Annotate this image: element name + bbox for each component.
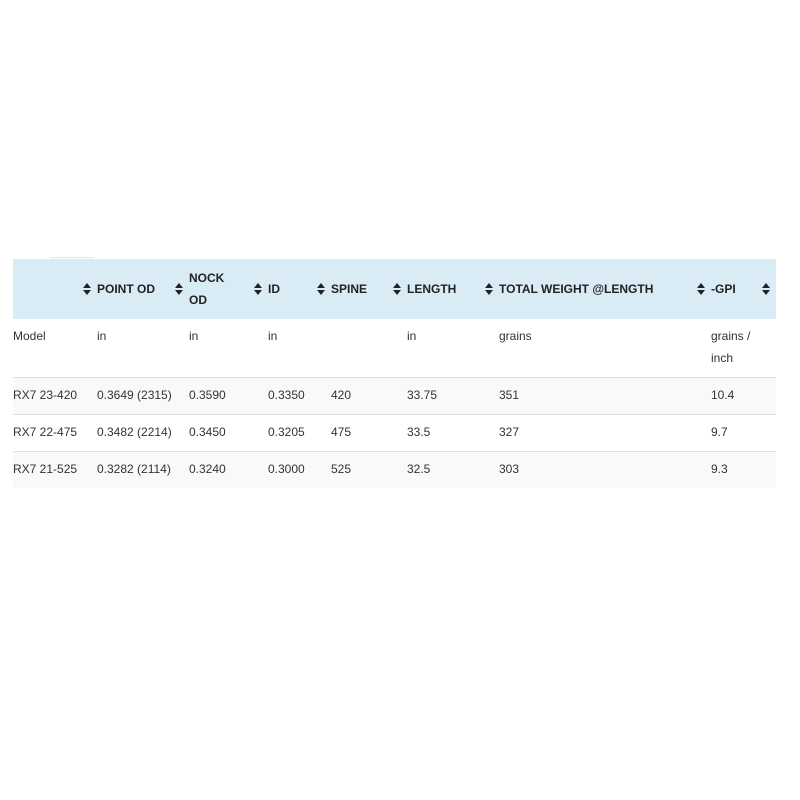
- cell-total-weight: 351: [499, 378, 711, 415]
- cell-nock-od: 0.3240: [189, 452, 268, 489]
- cell-point-od: 0.3482 (2214): [97, 415, 189, 452]
- cell-model: RX7 22-475: [13, 415, 97, 452]
- column-header-total-weight[interactable]: [499, 259, 711, 319]
- column-header-label: NOCK OD: [189, 271, 225, 307]
- cell-total-weight: 303: [499, 452, 711, 489]
- column-header-label: TOTAL WEIGHT @LENGTH: [499, 282, 654, 296]
- cell-id: 0.3350: [268, 378, 331, 415]
- cell-nock-od: 0.3450: [189, 415, 268, 452]
- column-header-gpi[interactable]: [711, 259, 776, 319]
- table-row: [13, 452, 776, 489]
- cell-id: 0.3000: [268, 452, 331, 489]
- sort-icon[interactable]: [83, 283, 91, 295]
- column-header-label: ID: [268, 282, 280, 296]
- cell-length: 33.5: [407, 415, 499, 452]
- sort-icon[interactable]: [175, 283, 183, 295]
- units-cell: in: [407, 329, 417, 343]
- column-header-label: POINT OD: [97, 282, 156, 296]
- sort-icon[interactable]: [254, 283, 262, 295]
- sort-icon[interactable]: [762, 283, 770, 295]
- column-header-id[interactable]: [268, 259, 331, 319]
- column-header-label: SPINE: [331, 282, 368, 296]
- cell-point-od: 0.3282 (2114): [97, 452, 189, 489]
- specs-table: [13, 259, 776, 488]
- cell-gpi: 9.7: [711, 415, 776, 452]
- cell-total-weight: 327: [499, 415, 711, 452]
- sort-icon[interactable]: [697, 283, 705, 295]
- column-header-label: LENGTH: [407, 282, 457, 296]
- sort-icon[interactable]: [317, 283, 325, 295]
- cell-gpi: 9.3: [711, 452, 776, 489]
- units-cell: in: [189, 329, 199, 343]
- units-row: [13, 319, 776, 378]
- units-cell: grains / inch: [711, 329, 751, 365]
- units-cell: grains: [499, 329, 532, 343]
- units-cell: in: [97, 329, 107, 343]
- tab-stub: [50, 254, 94, 258]
- column-header-point-od[interactable]: [97, 259, 189, 319]
- table-header: [13, 259, 776, 319]
- cell-point-od: 0.3649 (2315): [97, 378, 189, 415]
- cell-model: RX7 23-420: [13, 378, 97, 415]
- table-row: [13, 415, 776, 452]
- units-cell: [331, 319, 407, 378]
- table-body: [13, 319, 776, 488]
- cell-id: 0.3205: [268, 415, 331, 452]
- cell-model: RX7 21-525: [13, 452, 97, 489]
- cell-spine: 420: [331, 378, 407, 415]
- cell-nock-od: 0.3590: [189, 378, 268, 415]
- cell-spine: 525: [331, 452, 407, 489]
- column-header-label: -GPI: [711, 282, 736, 296]
- sort-icon[interactable]: [485, 283, 493, 295]
- specs-table-container: [13, 259, 776, 488]
- column-header-spine[interactable]: [331, 259, 407, 319]
- table-row: [13, 378, 776, 415]
- cell-length: 32.5: [407, 452, 499, 489]
- column-header-nock-od[interactable]: [189, 259, 268, 319]
- sort-icon[interactable]: [393, 283, 401, 295]
- cell-length: 33.75: [407, 378, 499, 415]
- header-row: [13, 259, 776, 319]
- cell-gpi: 10.4: [711, 378, 776, 415]
- cell-spine: 475: [331, 415, 407, 452]
- column-header-model[interactable]: [13, 259, 97, 319]
- units-cell: in: [268, 329, 278, 343]
- column-header-length[interactable]: [407, 259, 499, 319]
- units-cell: Model: [13, 329, 46, 343]
